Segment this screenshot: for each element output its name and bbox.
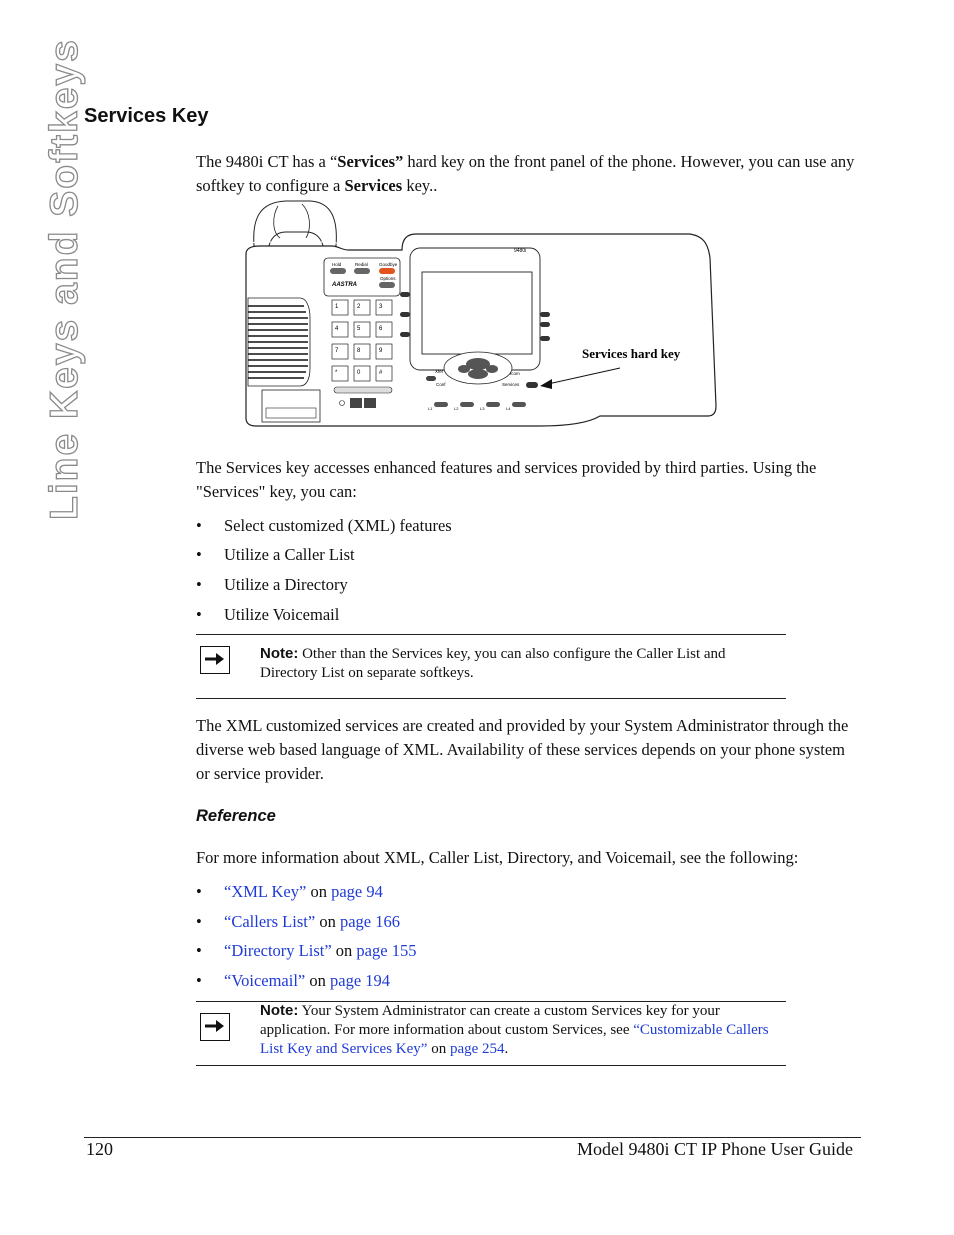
services-hard-key	[526, 382, 538, 388]
icom-label: Icom	[510, 371, 520, 376]
note-text: Note: Other than the Services key, you can also configure the Caller List and Directory List on separate softkeys.	[260, 645, 726, 681]
arrow-right-icon	[200, 1013, 230, 1041]
svg-text:9: 9	[379, 348, 383, 354]
services-paragraph: The Services key accesses enhanced features and services provided by third parties. Using the "Services" key, you can:	[196, 458, 817, 501]
phone-illustration	[240, 198, 720, 430]
side-chapter-title: Line Keys and Softkeys	[43, 38, 86, 520]
conf-label: Conf	[436, 382, 446, 387]
brand-logo: AASTRA	[332, 282, 357, 288]
redial-label: Redial	[355, 262, 368, 267]
intro-paragraph: The 9480i CT has a “Services” hard key on the front panel of the phone. However, you can use any softkey to configure a Services key..	[196, 152, 855, 195]
page-link[interactable]: page 166	[339, 912, 400, 931]
goodbye-label: Goodbye	[379, 262, 398, 267]
footer-rule	[84, 1137, 861, 1138]
directory-list-link[interactable]: “Directory List”	[224, 941, 332, 960]
svg-text:2: 2	[357, 304, 361, 310]
voicemail-link[interactable]: “Voicemail”	[224, 971, 306, 990]
arrow-right-icon	[200, 646, 230, 674]
options-label: Options	[380, 276, 396, 281]
page-link[interactable]: page 155	[356, 941, 417, 960]
svg-text:4: 4	[335, 326, 339, 332]
customizable-callers-link[interactable]: “Customizable Callers List Key and Services Key”	[260, 1022, 769, 1057]
model-label: 9480i	[514, 248, 527, 254]
page-link[interactable]: page 194	[330, 971, 391, 990]
svg-text:L1: L1	[428, 406, 433, 411]
note-text: Note: Your System Administrator can create a custom Services key for your application. For more information about custom Services, see “Customizable Callers List Key and Services Key” on page 254.	[260, 1002, 769, 1057]
redial-key	[354, 268, 370, 274]
svg-text:6: 6	[379, 326, 383, 332]
svg-text:1: 1	[335, 304, 339, 310]
svg-text:5: 5	[357, 326, 361, 332]
svg-text:L4: L4	[506, 406, 511, 411]
svg-text:#: #	[379, 370, 383, 376]
svg-text:*: *	[335, 370, 338, 376]
options-key	[379, 282, 395, 288]
page-number: 120	[86, 1139, 113, 1159]
page-link[interactable]: page 94	[331, 882, 383, 901]
xml-key-link[interactable]: “XML Key”	[224, 882, 307, 901]
services-hard-key-callout: Services hard key	[582, 346, 681, 361]
reference-title: Reference	[196, 807, 276, 825]
svg-text:8: 8	[357, 348, 361, 354]
svg-text:0: 0	[357, 370, 361, 376]
guide-title: Model 9480i CT IP Phone User Guide	[577, 1139, 853, 1159]
svg-text:L2: L2	[454, 406, 459, 411]
page-link[interactable]: page 254	[449, 1041, 505, 1057]
svg-text:7: 7	[335, 348, 339, 354]
svg-text:L3: L3	[480, 406, 485, 411]
phone-display	[422, 272, 532, 354]
services-label: Services	[502, 382, 520, 387]
xml-paragraph: The XML customized services are created and provided by your System Administrator through the diverse web based language of XML. Availability of these services depends on your phone system or service provider.	[196, 716, 849, 783]
hold-key	[330, 268, 346, 274]
reference-paragraph: For more information about XML, Caller List, Directory, and Voicemail, see the following:	[196, 848, 799, 867]
note-box	[196, 634, 786, 700]
callers-list-link[interactable]: “Callers List”	[224, 912, 316, 931]
hold-label: Hold	[332, 262, 342, 267]
goodbye-key	[379, 268, 395, 274]
xfer-label: Xfer	[435, 369, 444, 374]
section-title: Services Key	[84, 105, 209, 127]
svg-text:3: 3	[379, 304, 383, 310]
note-box	[196, 1001, 786, 1067]
